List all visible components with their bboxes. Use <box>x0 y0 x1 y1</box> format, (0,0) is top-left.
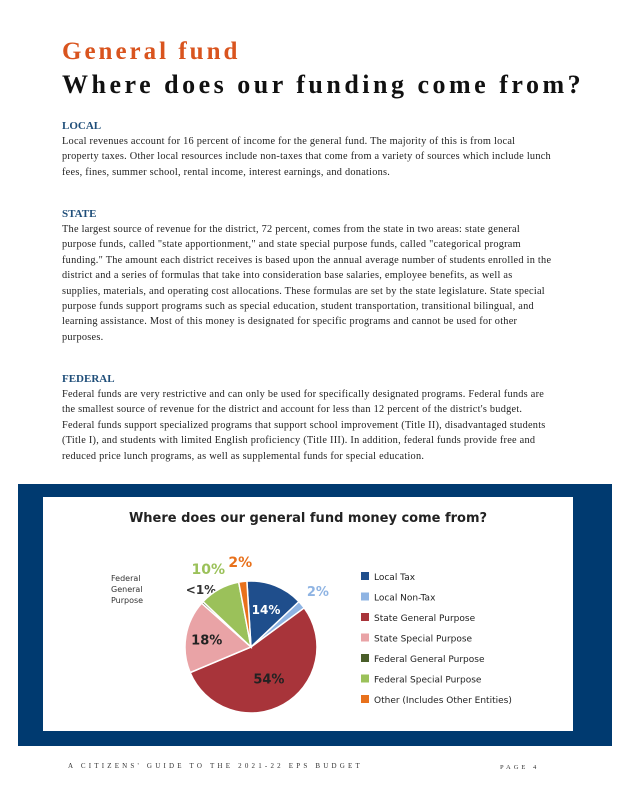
section-body-local: Local revenues account for 16 percent of income for the general fund. The majority of this is from local property taxes. Other local resources include non-taxes that come from a variety of sources which include lunch fees, fines, summer school, rental income, interest earnings, and donations. <box>62 136 551 178</box>
section-heading-local: LOCAL <box>62 120 102 132</box>
chart-card <box>43 497 573 731</box>
legend-swatch <box>361 634 369 642</box>
legend-label: Federal Special Purpose <box>374 675 482 686</box>
section-kicker: General fund <box>62 38 241 65</box>
footer-page-number: PAGE 4 <box>500 764 540 771</box>
legend-label: Local Non-Tax <box>374 593 436 604</box>
page-title: Where does our funding come from? <box>62 70 585 99</box>
footer-guide-title: A CITIZENS' GUIDE TO THE 2021-22 EPS BUDGET <box>68 762 363 770</box>
legend-swatch <box>361 675 369 683</box>
legend-swatch <box>361 654 369 662</box>
slice-value-label: 18% <box>191 633 223 649</box>
section-body-state: The largest source of revenue for the district, 72 percent, comes from the state in two areas: state general purpose funds, called "state apportionment," and state special purpose funds, called "categorical program funding." The amount each district receives is based upon the annual average number of students enrolled in the district and a series of formulas that take into consideration base salaries, employee benefits, as well as supplies, materials, and operating cost allocations. These formulas are set by the state legislature. State special purpose funds support programs such as special education, student transportation, transitional bilingual, and learning assistance. Most of this money is designated for specific programs and cannot be used for other purposes. <box>62 224 552 343</box>
slice-value-label: 10% <box>191 561 226 578</box>
legend-label: State General Purpose <box>374 614 476 624</box>
section-heading-state: STATE <box>62 208 97 220</box>
legend-label: Federal General Purpose <box>374 655 485 665</box>
legend-label: State Special Purpose <box>374 634 473 645</box>
slice-value-label: 2% <box>306 585 329 601</box>
section-heading-federal: FEDERAL <box>62 373 115 385</box>
legend-swatch <box>361 572 369 580</box>
pie-chart <box>43 497 573 731</box>
section-federal <box>62 373 552 464</box>
section-state <box>62 208 552 345</box>
callout-label: Federal General Purpose <box>111 574 144 605</box>
slice-value-label: 54% <box>253 672 285 688</box>
legend-swatch <box>361 613 369 621</box>
section-body-federal: Federal funds are very restrictive and can only be used for specifically designated programs. Federal funds are the smallest source of revenue for the district and account for less than 12 percent of the district's budget. Federal funds support specialized programs that support school improvement (Title II), disadvantaged students (Title I), and students with limited English proficiency (Title III). In addition, federal funds provide free and reduced price lunch programs, as well as supplemental funds for special education. <box>62 389 546 462</box>
slice-value-label: <1% <box>185 583 217 597</box>
legend-swatch <box>361 593 369 601</box>
legend-label: Other (Includes Other Entities) <box>374 696 512 706</box>
slice-value-label: 14% <box>251 602 281 617</box>
legend-label: Local Tax <box>374 573 416 583</box>
section-local <box>62 120 552 180</box>
chart-title: Where does our general fund money come from? <box>128 511 488 526</box>
slice-value-label: 2% <box>228 554 253 571</box>
legend-swatch <box>361 695 369 703</box>
